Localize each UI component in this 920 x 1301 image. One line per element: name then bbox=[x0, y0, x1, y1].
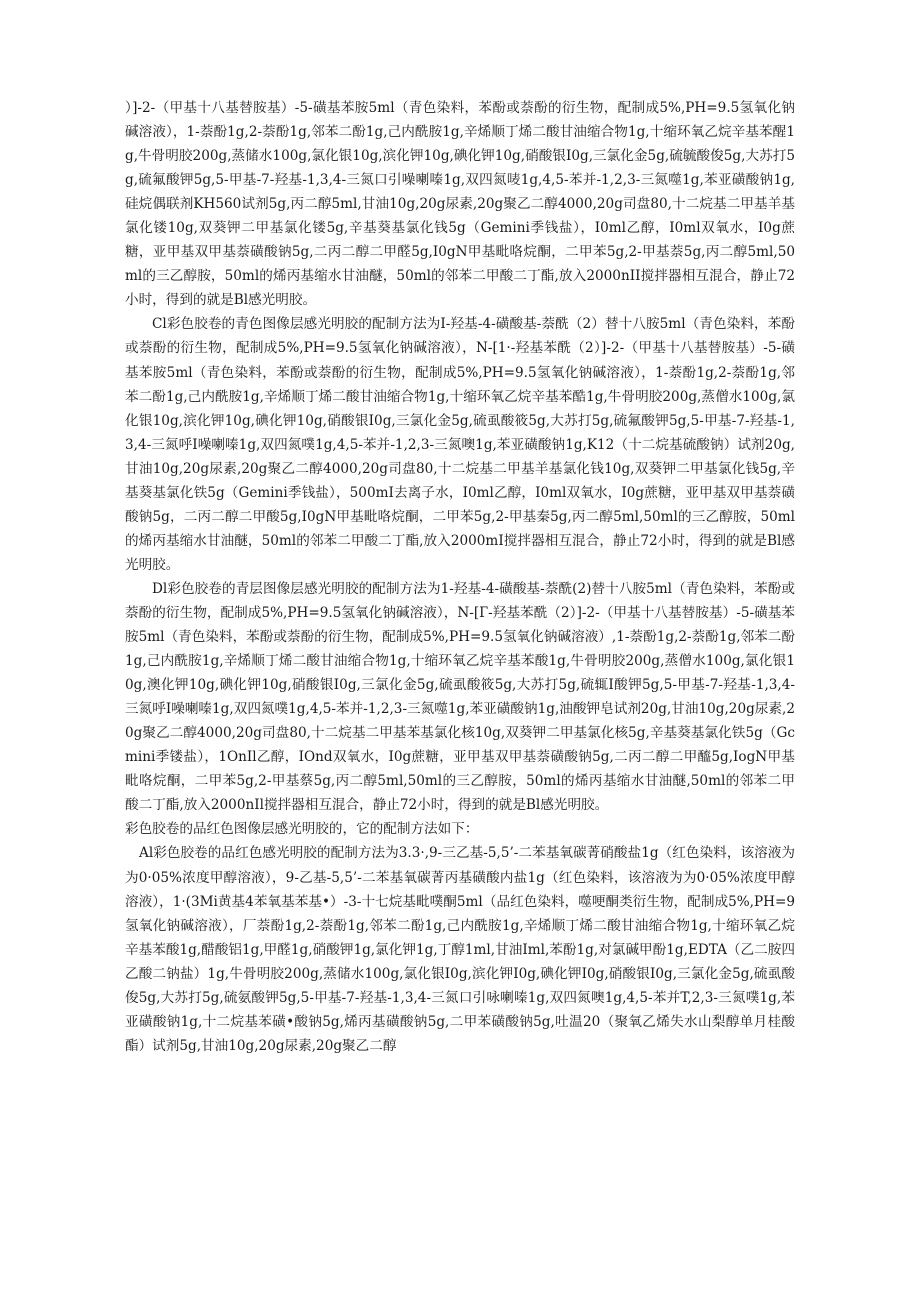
paragraph-magenta-heading: 彩色胶卷的品红色图像层感光明胶的，它的配制方法如下： bbox=[125, 821, 479, 838]
paragraph-a1-magenta-gelatin: Al彩色胶卷的品红色感光明胶的配制方法为3.3·,9-三乙基-5,5’-二苯基氧碳菁硝酸盐1g（红色染料，该溶液为为0·05%浓度甲醇溶液），9-乙基-5,5’-二苯基氧碳菁丙基磺酸内盐1g（红色染料，该溶液为为0·05%浓度甲醇溶液），1·(3Mi黄基4苯氧基苯基•）-3-十七烷基毗噗酮5ml（品红色染料，噬哽酮类衍生物，配制成5%,PH=9氢氧化钠碱溶液），厂萘酚1g,2-萘酚1g,邻苯二酚1g,己内酰胺1g,辛烯顺丁烯二酸甘油缩合物1g,十缩环氧乙烷辛基苯酸1g,醋酸铝1g,甲醛1g,硝酸钾1g,氯化钾1g,丁醇1ml,甘油Iml,苯酚1g,对氯碱甲酚1g,EDTA（乙二胺四乙酸二钠盐）1g,牛骨明胶200g,蒸储水100g,氯化银I0g,滨化钾I0g,碘化钾I0g,硝酸银I0g,三氯化金5g,硫虱酸俊5g,大苏打5g,硫氨酸钾5g,5-甲基-7-羟基-1,3,4-三氮口引咏喇嗪1g,双四氮噢1g,4,5-苯并T,2,3-三氮噗1g,苯亚磺酸钠1g,十二烷基苯磺•酸钠5g,烯丙基磺酸钠5g,二甲苯磺酸钠5g,吐温20（聚氧乙烯失水山梨醇单月桂酸酯）试剂5g,甘油10g,20g尿素,20g聚乙二醇 bbox=[125, 845, 795, 1054]
document-body bbox=[125, 96, 795, 1058]
paragraph-d1-cyan-gelatin: Dl彩色胶卷的青层图像层感光明胶的配制方法为1-羟基-4-磺酸基-萘酰(2)替十八胺5ml（青色染料，苯酚或萘酚的衍生物，配制成5%,PH=9.5氢氧化钠碱溶液），N-[Г-羟基苯酰（2）]-2-（甲基十八基替胺基）-5-磺基苯胺5ml（青色染料，苯酚或萘酚的衍生物，配制成5%,PH=9.5氢氧化钠碱溶液）,1-萘酚1g,2-萘酚1g,邻苯二酚1g,己内酰胺1g,辛烯顺丁烯二酸甘油缩合物1g,十缩环氧乙烷辛基苯酸1g,牛骨明胶200g,蒸僧水100g,氯化银10g,澳化钾10g,碘化钾10g,硝酸银I0g,三氯化金5g,硫虱酸筱5g,大苏打5g,硫辄I酸钾5g,5-甲基-7-羟基-1,3,4-三氮呼I噪喇嗪1g,双四氮噗1g,4,5-苯并-1,2,3-三氮噬1g,苯亚磺酸钠1g,油酸钾皂试剂20g,甘油10g,20g尿素,20g聚乙二醇4000,20g司盘80,十二烷基二甲基苯基氯化核10g,双葵钾二甲基氯化核5g,辛基葵基氯化铁5g（Gcmini季镂盐），1OnIl乙醇，IOnd双氧水，I0g蔗糖，亚甲基双甲基萘磺酸钠5g,二丙二醇二甲醯5g,IogN甲基毗咯烷酮，二甲苯5g,2-甲基蔡5g,丙二醇5ml,50ml的三乙醇胺，50ml的烯丙基缩水甘油醚,50ml的邻苯二甲酸二丁酯,放入2000nIl搅拌器相互混合，静止72小时，得到的就是Bl感光明胶。 bbox=[125, 580, 795, 814]
paragraph-c1-cyan-gelatin: Cl彩色胶卷的青色图像层感光明胶的配制方法为I-羟基-4-磺酸基-萘酰（2）替十八胺5ml（青色染料，苯酚或萘酚的衍生物，配制成5%,PH=9.5氢氧化钠碱溶液），N-[1·-羟基苯酰（2）]-2-（甲基十八基替胺基）-5-磺基苯胺5ml（青色染料，苯酚或萘酚的衍生物，配制成5%,PH=9.5氢氧化钠碱溶液），1-萘酚1g,2-萘酚1g,邻苯二酚1g,己内酰胺1g,辛烯顺丁烯二酸甘油缩合物1g,十缩环氧乙烷辛基苯酷1g,牛骨明胶200g,蒸僧水100g,氯化银10g,滨化钾10g,碘化钾10g,硝酸银I0g,三氯化金5g,硫虱酸筱5g,大苏打5g,硫氟酸钾5g,5-甲基-7-羟基-1,3,4-三氮呼I噪喇嗪1g,双四氮噗1g,4,5-苯并-1,2,3-三氮噢1g,苯亚磺酸钠1g,K12（十二烷基硫酸钠）试剂20g,甘油10g,20g尿素,20g聚乙二醇4000,20g司盘80,十二烷基二甲基羊基氯化钱10g,双葵钾二甲基氯化钱5g,辛基葵基氯化铁5g（Gemini季钱盐），500mI去离子水，I0ml乙醇，I0ml双氧水，I0g蔗糖，亚甲基双甲基萘磺酸钠5g，二丙二醇二甲酸5g,I0gN甲基毗咯烷酮，二甲苯5g,2-甲基秦5g,丙二醇5ml,50ml的三乙醇胺，50ml的烯丙基缩水甘油醚，50ml的邻苯二甲酸二丁酯,放入2000mI搅拌器相互混合，静止72小时，得到的就是Bl感光明胶。 bbox=[125, 316, 795, 573]
paragraph-b1-continuation: ）]-2-（甲基十八基替胺基）-5-磺基苯胺5ml（青色染料，苯酚或萘酚的衍生物，配制成5%,PH=9.5氢氧化钠碱溶液），1-萘酚1g,2-萘酚1g,邻苯二酚1g,己内酰胺1g,辛烯顺丁烯二酸甘油缩合物1g,十缩环氧乙烷辛基苯醒1g,牛骨明胶200g,蒸储水100g,氯化银10g,滨化钾10g,碘化钾10g,硝酸银I0g,三氯化金5g,硫毓酸俊5g,大苏打5g,硫氟酸钾5g,5-甲基-7-羟基-1,3,4-三氮口引噪喇嗪1g,双四氮唛1g,4,5-苯并-1,2,3-三氮噬1g,苯亚磺酸钠1g,硅烷偶联剂KH560试剂5g,丙二醇5ml,甘油10g,20g尿素,20g聚乙二醇4000,20g司盘80,十二烷基二甲基羊基氯化镂10g,双葵钾二甲基氯化镂5g,辛基葵基氯化钱5g（Gemini季钱盐），I0ml乙醇，I0ml双氧水，I0g蔗糖，亚甲基双甲基萘磺酸钠5g,二丙二醇二甲醛5g,I0gN甲基毗咯烷酮，二甲苯5g,2-甲基萘5g,丙二醇5ml,50ml的三乙醇胺，50ml的烯丙基缩水甘油醚，50ml的邻苯二甲酸二丁酯,放入2000nII搅拌器相互混合，静止72小时，得到的就是Bl感光明胶。 bbox=[125, 100, 795, 309]
